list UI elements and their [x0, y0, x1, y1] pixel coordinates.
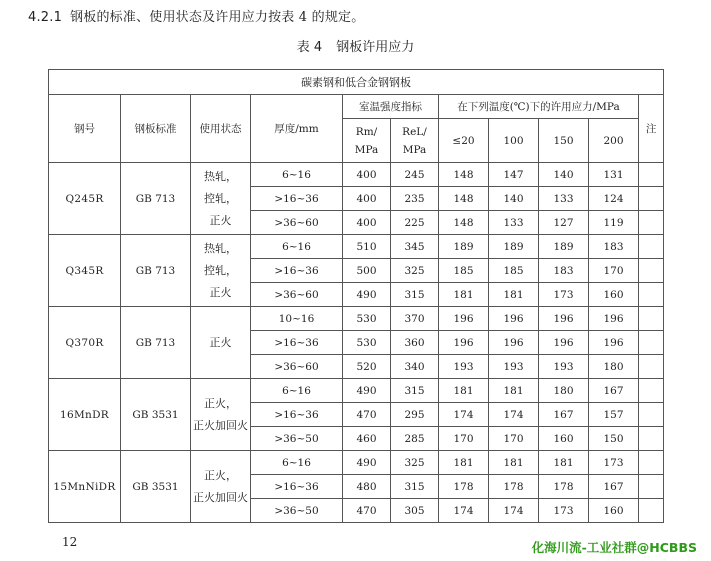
cell-thickness: 6~16 [251, 379, 343, 403]
cell-rm: 520 [343, 355, 391, 379]
cell-thickness: >36~60 [251, 355, 343, 379]
cell-stress: 196 [489, 307, 539, 331]
cell-stress: 140 [539, 163, 589, 187]
cell-condition [191, 163, 251, 235]
cell-stress: 185 [439, 259, 489, 283]
cell-thickness: >16~36 [251, 259, 343, 283]
cell-grade: Q245R [49, 163, 121, 235]
cell-rel: 315 [391, 283, 439, 307]
cell-stress: 193 [439, 355, 489, 379]
cell-note [639, 283, 664, 307]
cell-grade: 16MnDR [49, 379, 121, 451]
cell-rm: 400 [343, 187, 391, 211]
cell-stress: 196 [539, 307, 589, 331]
cell-stress: 131 [589, 163, 639, 187]
cell-thickness: >36~60 [251, 283, 343, 307]
cell-condition [191, 307, 251, 379]
cell-stress: 133 [489, 211, 539, 235]
header-stress-group: 在下列温度(℃)下的许用应力/MPa [439, 95, 639, 119]
cell-rel: 345 [391, 235, 439, 259]
header-temp: 200 [589, 119, 639, 163]
cell-rm: 490 [343, 451, 391, 475]
cell-stress: 189 [439, 235, 489, 259]
header-note: 注 [639, 95, 664, 163]
cell-rel: 315 [391, 475, 439, 499]
cell-rel: 285 [391, 427, 439, 451]
header-rel-symbol: ReL/ [402, 125, 427, 138]
cell-rel: 315 [391, 379, 439, 403]
condition-line: 正火 [209, 285, 232, 299]
condition-line: 热轧， [204, 241, 237, 255]
table-number: 表 4 [296, 40, 323, 55]
table-row [49, 307, 664, 331]
cell-stress: 196 [489, 331, 539, 355]
cell-stress: 167 [589, 379, 639, 403]
header-strength-group: 室温强度指标 [343, 95, 439, 119]
cell-stress: 124 [589, 187, 639, 211]
cell-stress: 148 [439, 211, 489, 235]
cell-rm: 400 [343, 163, 391, 187]
cell-note [639, 235, 664, 259]
cell-stress: 181 [489, 379, 539, 403]
cell-stress: 170 [589, 259, 639, 283]
header-temp: ≤20 [439, 119, 489, 163]
cell-rel: 225 [391, 211, 439, 235]
table-row [49, 451, 664, 475]
cell-stress: 196 [539, 331, 589, 355]
cell-note [639, 355, 664, 379]
cell-rel: 370 [391, 307, 439, 331]
cell-stress: 160 [539, 427, 589, 451]
cell-stress: 173 [589, 451, 639, 475]
cell-note [639, 451, 664, 475]
cell-stress: 178 [539, 475, 589, 499]
cell-note [639, 427, 664, 451]
cell-stress: 174 [439, 499, 489, 523]
cell-rm: 460 [343, 427, 391, 451]
cell-stress: 119 [589, 211, 639, 235]
cell-stress: 181 [439, 283, 489, 307]
allowable-stress-table [48, 69, 664, 523]
cell-rm: 530 [343, 331, 391, 355]
cell-rm: 400 [343, 211, 391, 235]
table-row [49, 235, 664, 259]
cell-rm: 500 [343, 259, 391, 283]
table-row [49, 379, 664, 403]
condition-line: 正火， [204, 396, 237, 410]
cell-rm: 490 [343, 379, 391, 403]
cell-stress: 157 [589, 403, 639, 427]
cell-stress: 180 [539, 379, 589, 403]
cell-stress: 167 [539, 403, 589, 427]
cell-thickness: >36~50 [251, 427, 343, 451]
cell-standard: GB 3531 [121, 379, 191, 451]
header-rm-unit: MPa [354, 143, 379, 156]
cell-thickness: 6~16 [251, 163, 343, 187]
cell-grade: 15MnNiDR [49, 451, 121, 523]
table-caption [0, 36, 711, 55]
cell-stress: 148 [439, 163, 489, 187]
cell-rel: 305 [391, 499, 439, 523]
cell-grade: Q345R [49, 235, 121, 307]
cell-rm: 470 [343, 403, 391, 427]
table-row [49, 163, 664, 187]
cell-condition [191, 235, 251, 307]
cell-stress: 174 [439, 403, 489, 427]
header-temp: 150 [539, 119, 589, 163]
cell-note [639, 259, 664, 283]
cell-standard: GB 713 [121, 235, 191, 307]
header-condition: 使用状态 [191, 95, 251, 163]
watermark: 化海川流-工业社群@HCBBS [531, 540, 697, 555]
cell-stress: 193 [539, 355, 589, 379]
condition-line: 正火加回火 [193, 418, 248, 432]
cell-stress: 167 [589, 475, 639, 499]
page-number: 12 [62, 535, 78, 549]
condition-line: 控轧， [204, 191, 237, 205]
cell-rel: 235 [391, 187, 439, 211]
cell-rm: 480 [343, 475, 391, 499]
cell-rel: 245 [391, 163, 439, 187]
cell-stress: 196 [439, 331, 489, 355]
condition-line: 正火加回火 [193, 490, 248, 504]
cell-stress: 160 [589, 283, 639, 307]
condition-line: 正火， [204, 468, 237, 482]
cell-note [639, 211, 664, 235]
cell-condition [191, 451, 251, 523]
cell-stress: 181 [439, 379, 489, 403]
cell-note [639, 379, 664, 403]
cell-thickness: >16~36 [251, 475, 343, 499]
cell-stress: 183 [539, 259, 589, 283]
intro-line [28, 6, 364, 25]
cell-note [639, 499, 664, 523]
cell-standard: GB 3531 [121, 451, 191, 523]
intro-text: 钢板的标准、使用状态及许用应力按表 4 的规定。 [70, 10, 365, 25]
cell-note [639, 163, 664, 187]
cell-stress: 140 [489, 187, 539, 211]
cell-note [639, 475, 664, 499]
cell-stress: 133 [539, 187, 589, 211]
header-rel-unit: MPa [402, 143, 427, 156]
cell-stress: 185 [489, 259, 539, 283]
header-standard: 钢板标准 [121, 95, 191, 163]
cell-note [639, 307, 664, 331]
cell-standard: GB 713 [121, 163, 191, 235]
table-body [49, 163, 664, 523]
cell-thickness: 10~16 [251, 307, 343, 331]
cell-rel: 325 [391, 451, 439, 475]
cell-stress: 170 [489, 427, 539, 451]
section-number: 4.2.1 [28, 10, 63, 25]
cell-thickness: >36~60 [251, 211, 343, 235]
header-grade: 钢号 [49, 95, 121, 163]
cell-stress: 170 [439, 427, 489, 451]
cell-note [639, 187, 664, 211]
cell-stress: 173 [539, 283, 589, 307]
cell-stress: 181 [489, 283, 539, 307]
header-rm [343, 119, 391, 163]
cell-thickness: >16~36 [251, 403, 343, 427]
cell-stress: 181 [439, 451, 489, 475]
cell-stress: 193 [489, 355, 539, 379]
cell-stress: 196 [439, 307, 489, 331]
cell-thickness: >36~50 [251, 499, 343, 523]
cell-stress: 181 [539, 451, 589, 475]
cell-rm: 470 [343, 499, 391, 523]
cell-thickness: 6~16 [251, 451, 343, 475]
cell-thickness: >16~36 [251, 331, 343, 355]
condition-line: 控轧， [204, 263, 237, 277]
table-group-title: 碳素钢和低合金钢钢板 [49, 70, 664, 95]
cell-stress: 173 [539, 499, 589, 523]
cell-stress: 196 [589, 331, 639, 355]
cell-rm: 530 [343, 307, 391, 331]
cell-note [639, 331, 664, 355]
cell-stress: 178 [439, 475, 489, 499]
condition-line: 正火 [209, 213, 232, 227]
cell-stress: 174 [489, 403, 539, 427]
table-title: 钢板许用应力 [336, 40, 415, 55]
condition-line: 热轧， [204, 169, 237, 183]
cell-stress: 189 [489, 235, 539, 259]
cell-rel: 340 [391, 355, 439, 379]
header-rm-symbol: Rm/ [355, 125, 378, 138]
cell-stress: 189 [539, 235, 589, 259]
cell-thickness: 6~16 [251, 235, 343, 259]
cell-rm: 510 [343, 235, 391, 259]
cell-stress: 147 [489, 163, 539, 187]
cell-grade: Q370R [49, 307, 121, 379]
cell-stress: 148 [439, 187, 489, 211]
cell-stress: 174 [489, 499, 539, 523]
cell-rel: 325 [391, 259, 439, 283]
header-temp: 100 [489, 119, 539, 163]
cell-stress: 127 [539, 211, 589, 235]
cell-stress: 180 [589, 355, 639, 379]
cell-stress: 196 [589, 307, 639, 331]
header-rel [391, 119, 439, 163]
cell-stress: 150 [589, 427, 639, 451]
cell-standard: GB 713 [121, 307, 191, 379]
cell-rel: 360 [391, 331, 439, 355]
cell-rm: 490 [343, 283, 391, 307]
cell-stress: 160 [589, 499, 639, 523]
cell-condition [191, 379, 251, 451]
cell-thickness: >16~36 [251, 187, 343, 211]
cell-note [639, 403, 664, 427]
header-thickness: 厚度/mm [251, 95, 343, 163]
cell-rel: 295 [391, 403, 439, 427]
condition-line: 正火 [209, 335, 232, 349]
cell-stress: 181 [489, 451, 539, 475]
cell-stress: 183 [589, 235, 639, 259]
cell-stress: 178 [489, 475, 539, 499]
